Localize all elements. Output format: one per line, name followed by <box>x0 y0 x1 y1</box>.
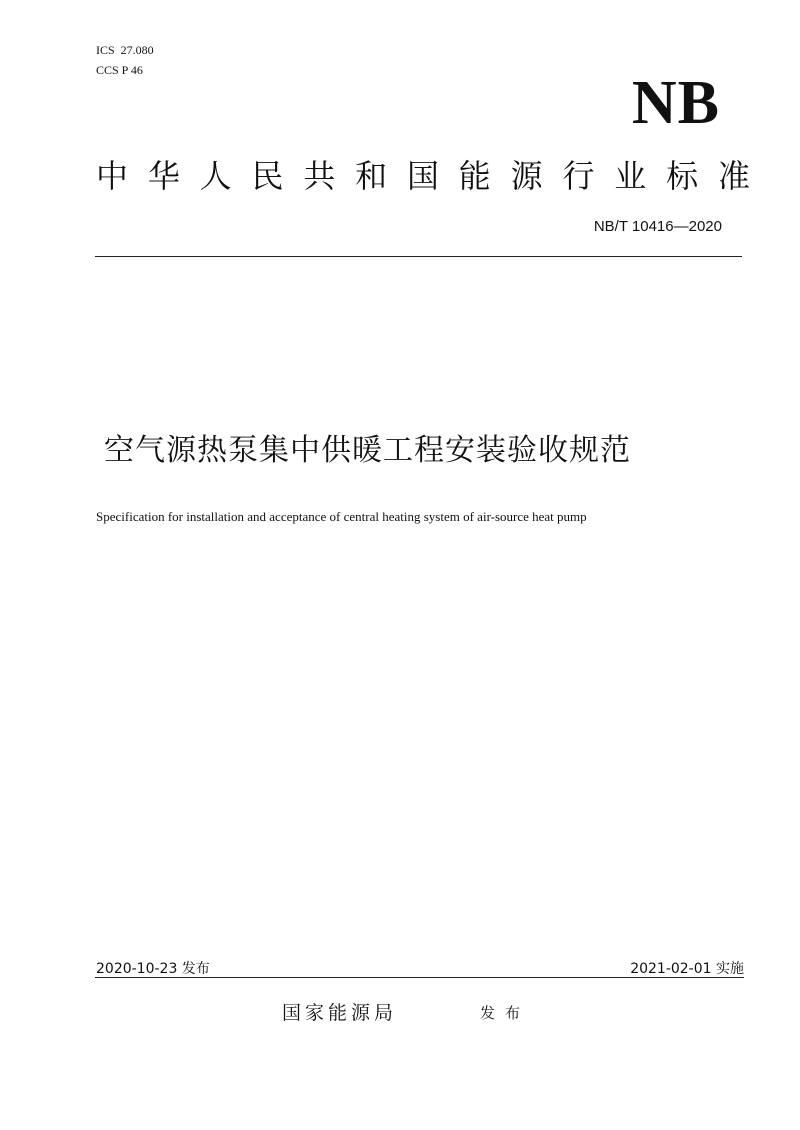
document-title-en: Specification for installation and acceptance of central heating system of air-source heat pump <box>96 509 587 524</box>
title-char: 民 <box>251 157 284 195</box>
header-divider <box>95 256 742 257</box>
nb-logo: NB <box>631 69 720 137</box>
ccs-code: CCS P 46 <box>96 63 143 77</box>
classification-codes <box>96 40 154 80</box>
issue-date: 2020-10-23 发布 <box>96 961 210 977</box>
issue-label: 发布 <box>480 1004 531 1022</box>
title-char: 标 <box>666 157 699 195</box>
title-char: 中 <box>96 157 129 195</box>
title-char: 和 <box>355 157 388 195</box>
standard-category-title <box>96 156 750 196</box>
title-char: 共 <box>303 157 336 195</box>
implementation-date: 2021-02-01 实施 <box>630 961 744 977</box>
title-char: 华 <box>147 157 180 195</box>
title-char: 人 <box>199 157 232 195</box>
issuing-authority: 国家能源局 <box>282 1002 398 1024</box>
title-char: 源 <box>510 157 543 195</box>
footer-divider <box>95 977 744 978</box>
standard-number: NB/T 10416—2020 <box>593 218 722 235</box>
title-char: 能 <box>458 157 491 195</box>
ics-code: ICS 27.080 <box>96 43 154 57</box>
title-char: 国 <box>406 157 439 195</box>
title-char: 行 <box>562 157 595 195</box>
title-char: 准 <box>717 157 750 195</box>
title-char: 业 <box>614 157 647 195</box>
document-title-cn: 空气源热泵集中供暖工程安装验收规范 <box>104 433 631 468</box>
